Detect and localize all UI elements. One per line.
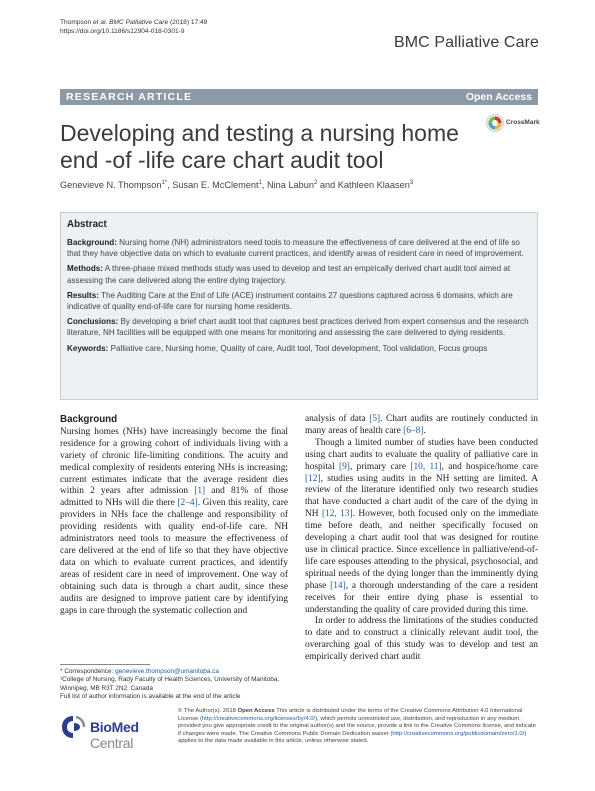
citation-journal: et al. BMC Palliative Care — [93, 19, 169, 26]
article-type-label: RESEARCH ARTICLE — [66, 91, 193, 103]
correspondence-label: * Correspondence: — [60, 668, 116, 675]
citation-header — [60, 18, 207, 36]
publisher-name-central: Central — [90, 735, 134, 751]
citation-link[interactable]: [14] — [330, 580, 346, 591]
abstract-body — [67, 237, 533, 358]
author-list — [60, 180, 413, 190]
publisher-name-bio: BioMed — [90, 719, 139, 735]
body-text: analysis of data — [305, 414, 370, 424]
abstract-label: Keywords: — [67, 343, 109, 353]
footnote-divider — [60, 664, 150, 665]
crossmark-label: CrossMark — [506, 119, 540, 126]
article-type-band — [60, 89, 538, 105]
biomed-central-icon — [60, 714, 86, 740]
abstract-conclusions — [67, 316, 533, 338]
author-name[interactable]: , Susan E. McClement — [167, 180, 259, 191]
article-title: Developing and testing a nursing home end -of -life care chart audit tool — [60, 120, 459, 173]
abstract-label: Conclusions: — [67, 317, 119, 327]
citation-link[interactable]: [12, 13] — [321, 509, 353, 520]
citation-link[interactable]: [12] — [305, 473, 321, 484]
section-heading: Background — [60, 414, 118, 425]
correspondence-email[interactable]: genevieve.thompson@umanitoba.ca — [115, 668, 219, 675]
author-affiliation-mark: 1 — [258, 180, 262, 186]
author-name[interactable]: , Nina Labun — [261, 180, 314, 191]
body-column-left — [60, 414, 288, 617]
body-text: and 81% of those admitted to NHs will die there — [60, 486, 288, 509]
license-text — [178, 708, 538, 746]
author-name[interactable]: Genevieve N. Thompson — [60, 180, 162, 191]
abstract-text: A three-phase mixed methods study was used to develop and test an empirically derived chart audit tool aimed at assessing the care delivered along the entire dying trajectory. — [67, 264, 511, 285]
license-open-access: Open Access — [237, 708, 275, 714]
license-body: This article is distributed under the terms of the Creative Commons Attribution 4.0 International License ( — [178, 708, 523, 722]
license-body: ), which permits unrestricted use, distribution, and reproduction in any medium, provided you give appropriate credit to the original author(s) and the source, provide a link to the Creative Commons license, and indicate if changes were made. The Creative Commons Public Domain Dedication waiver ( — [178, 715, 536, 737]
affiliation-note: ¹College of Nursing, Rady Faculty of Health Sciences, University of Manitoba, Winnipeg, MB R3T 2N2, Canada — [60, 676, 280, 692]
author-affiliation-mark: 2 — [314, 180, 318, 186]
doi-link[interactable]: https://doi.org/10.1186/s12904-018-0301-9 — [60, 28, 185, 35]
author-affiliation-mark: 1* — [161, 180, 168, 186]
crossmark-icon — [486, 114, 504, 132]
body-text: Though a limited number of studies have been conducted using chart audits to evaluate the quality of palliative care in hospital — [305, 437, 538, 472]
license-body: ) applies to the data made available in this article, unless otherwise stated. — [178, 730, 527, 745]
abstract-results — [67, 290, 533, 312]
abstract-methods — [67, 263, 533, 285]
body-text: . However, both focused only on the immediate time before death, and neither specifically focused on developing a chart audit tool that was designed for routine use in clinical practice. Since excellence in palliative/end-of-life care espouses attending to the physical, psychosocial, and spiritual needs of the dying longer than the imminently dying phase — [305, 509, 538, 591]
author-info-note: Full list of author information is available at the end of the article — [60, 693, 241, 701]
body-text: , studies using audits in the NH setting are limited. A review of the literature identified only two research studies that have conducted a chart audit of the care of the dying in NH — [305, 473, 538, 520]
abstract-box — [60, 212, 538, 400]
biomed-central-logo — [60, 712, 180, 751]
license-link[interactable]: http://creativecommons.org/publicdomain/zero/1.0/ — [392, 730, 525, 737]
license-link[interactable]: http://creativecommons.org/licenses/by/4.0/ — [201, 715, 316, 722]
body-paragraph — [305, 438, 538, 617]
citation-link[interactable]: [2–4] — [177, 498, 198, 509]
body-text: , primary care — [349, 461, 411, 472]
body-text: , and hospice/home care — [441, 461, 538, 472]
citation-link[interactable]: [10, 11] — [410, 461, 442, 472]
open-access-label: Open Access — [465, 91, 532, 103]
abstract-label: Background: — [67, 238, 117, 247]
author-name[interactable]: and Kathleen Klaasen — [317, 180, 410, 191]
body-paragraph: In order to address the limitations of the studies conducted to date and to construct a clinically relevant audit tool, the overarching goal of this study was to develop and test an empirically derived chart audit — [305, 616, 538, 663]
abstract-text: Palliative care, Nursing home, Quality of care, Audit tool, Tool development, Tool validation, Focus groups — [108, 343, 488, 353]
abstract-label: Methods: — [67, 264, 103, 274]
license-copyright: © The Author(s). 2018 — [178, 708, 238, 714]
author-affiliation-mark: 3 — [409, 180, 414, 186]
footnotes — [60, 668, 288, 702]
body-paragraph — [60, 427, 288, 618]
citation-link[interactable]: [6–8] — [403, 425, 424, 436]
crossmark-button[interactable] — [486, 114, 544, 134]
body-text: , a thorough understanding of the care a resident receives for their entire dying phase is essential to understanding the quality of care provided during this time. — [305, 580, 538, 615]
citation-prefix: Thompson — [60, 19, 93, 26]
abstract-text: By developing a brief chart audit tool that captures best practices derived from expert consensus and the research literature, NH facilities will be equipped with one means for monitoring and assessing the care delivered to dying residents. — [67, 317, 529, 338]
body-text: Nursing homes (NHs) have increasingly become the final residence for a growing cohort of individuals living with a variety of chronic life-limiting conditions. The acuity and medical complexity of residents entering NHs is increasing; current estimates indicate that the average resident dies within 2 years after admission — [60, 426, 288, 497]
abstract-background — [67, 237, 533, 259]
body-column-right — [305, 414, 538, 664]
abstract-label: Results: — [67, 290, 99, 300]
citation-link[interactable]: [1] — [194, 486, 206, 497]
citation-link[interactable]: [9] — [338, 461, 350, 472]
citation-volume: (2018) 17:49 — [168, 19, 208, 26]
abstract-heading: Abstract — [67, 219, 107, 230]
abstract-text: The Auditing Care at the End of Life (ACE) instrument contains 27 questions captured across 6 domains, which are indicative of quality end-of-life care for nursing home residents. — [67, 290, 513, 312]
citation-link[interactable]: [5] — [369, 414, 381, 424]
abstract-keywords — [67, 343, 533, 354]
body-text: . Given this reality, care providers in NHs face the challenge and responsibility of providing residents with quality end-of-life care. NH administrators need tools to measure the effectiveness of care delivered at the end of life so that they have objective data on which to evaluate current practices, and identify areas of resident care in need of improvement. One way of obtaining such data is through a chart audit, since these audits are designed to improve patient care by identifying gaps in care through the systematic collection and — [60, 498, 289, 616]
body-text: . Chart audits are routinely conducted in many areas of health care — [305, 414, 538, 436]
abstract-text: Nursing home (NH) administrators need tools to measure the effectiveness of care delivered at the end of life so that they have objective data on which to evaluate current practices, and identify areas of resident care in need of improvement. — [67, 238, 524, 259]
body-text: . — [423, 425, 426, 436]
journal-name: BMC Palliative Care — [393, 34, 539, 51]
body-paragraph — [305, 414, 538, 438]
